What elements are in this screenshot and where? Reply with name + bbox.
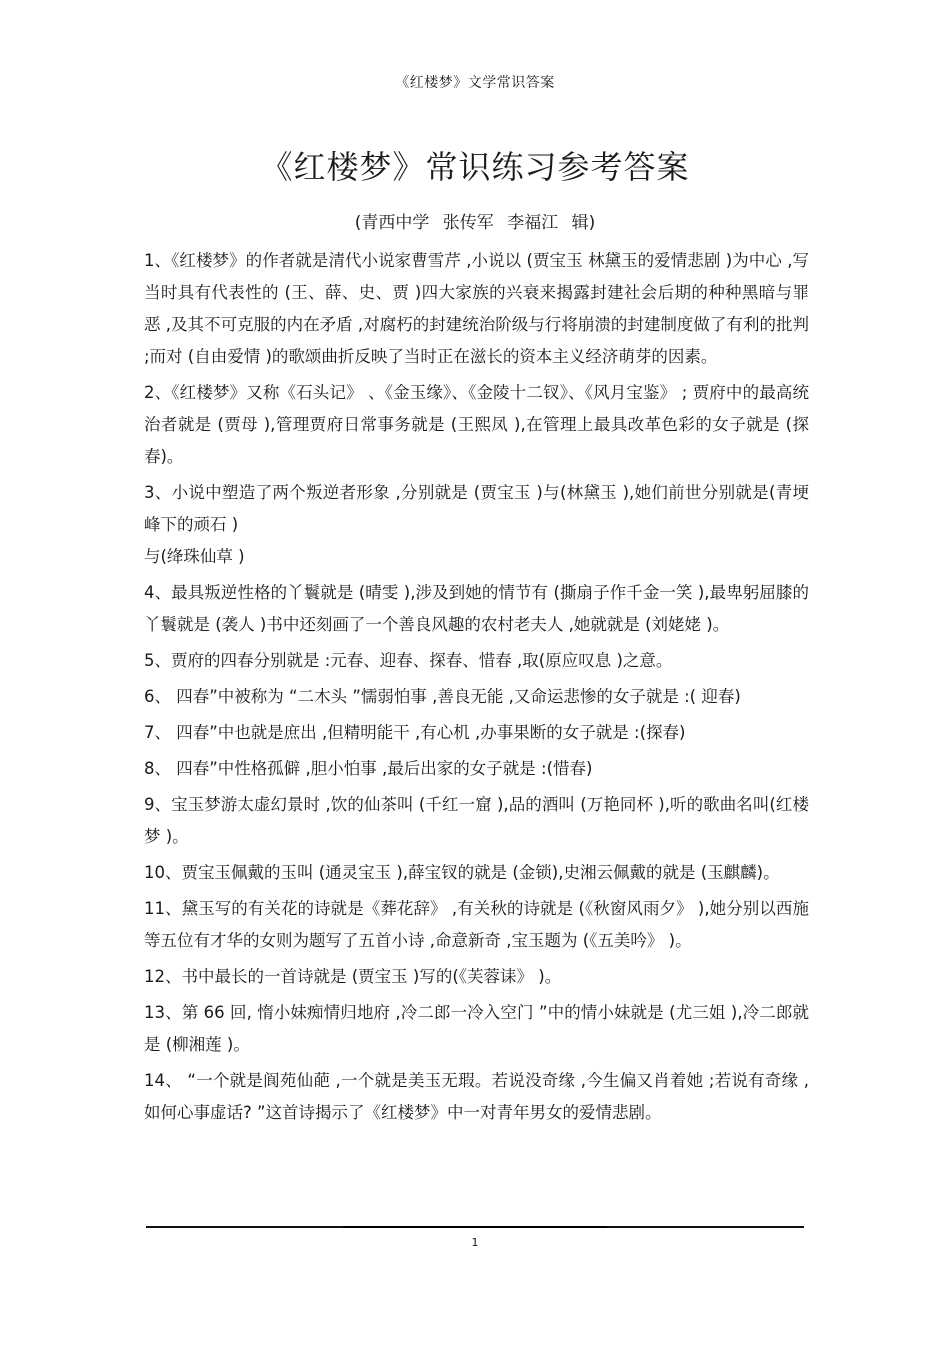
answer-paragraph-1: 1、《红楼梦》的作者就是清代小说家曹雪芹 ,小说以 (贾宝玉 林黛玉的爱情悲剧 )为中心 ,写当时具有代表性的 (王、薛、史、贾 )四大家族的兴衰来揭露封建社会后期的种种黑暗与罪恶 ,及其不可克服的内在矛盾 ,对腐朽的封建统治阶级与行将崩溃的封建制度做了有利的批判 ;而对 (自由爱情 )的歌颂曲折反映了当时正在滋长的资本主义经济萌芽的因素。 — [144, 251, 809, 366]
answer-paragraph-5: 5、贾府的四春分别就是 :元春、迎春、探春、惜春 ,取(原应叹息 )之意。 — [144, 651, 673, 670]
answer-paragraph-6: 6、 四春”中被称为 “二木头 ”懦弱怕事 ,善良无能 ,又命运悲惨的女子就是 :( 迎春) — [144, 687, 741, 706]
answer-paragraph-2: 2、《红楼梦》又称《石头记》 、《金玉缘》、《金陵十二钗》、《风月宝鉴》 ; 贾府中的最高统治者就是 (贾母 ),管理贾府日常事务就是 (王熙凤 ),在管理上最具改革色彩的女子就是 (探春)。 — [144, 383, 809, 466]
footer-divider — [146, 1226, 804, 1228]
running-header: 《红楼梦》文学常识答案 — [395, 75, 555, 91]
answer-paragraph-10: 10、贾宝玉佩戴的玉叫 (通灵宝玉 ),薛宝钗的就是 (金锁),史湘云佩戴的就是 (玉麒麟)。 — [144, 863, 780, 882]
answer-paragraph-3-continued: 与(绛珠仙草 ) — [144, 547, 245, 566]
answer-paragraph-8: 8、 四春”中性格孤僻 ,胆小怕事 ,最后出家的女子就是 :(惜春) — [144, 759, 593, 778]
answer-paragraph-11: 11、黛玉写的有关花的诗就是《葬花辞》 ,有关秋的诗就是 (《秋窗风雨夕》 ),她分别以西施等五位有才华的女则为题写了五首小诗 ,命意新奇 ,宝玉题为 (《五美吟》 )。 — [144, 899, 809, 950]
answer-paragraph-3: 3、小说中塑造了两个叛逆者形象 ,分别就是 (贾宝玉 )与(林黛玉 ),她们前世分别就是(青埂峰下的顽石 ) — [144, 483, 809, 534]
page-number: 1 — [471, 1236, 479, 1249]
answer-paragraph-4: 4、最具叛逆性格的丫鬟就是 (晴雯 ),涉及到她的情节有 (撕扇子作千金一笑 ),最卑躬屈膝的丫鬟就是 (袭人 )书中还刻画了一个善良风趣的农村老夫人 ,她就就是 (刘姥姥 )。 — [144, 583, 809, 634]
answer-paragraph-13: 13、第 66 回, 惰小妹痴情归地府 ,冷二郎一冷入空门 ”中的情小妹就是 (尤三姐 ),冷二郎就是 (柳湘莲 )。 — [144, 1003, 809, 1054]
answer-paragraph-12: 12、书中最长的一首诗就是 (贾宝玉 )写的(《芙蓉诔》 )。 — [144, 967, 562, 986]
byline: (青西中学 张传军 李福江 辑) — [354, 213, 596, 233]
document-title: 《红楼梦》常识练习参考答案 — [260, 148, 690, 186]
answer-paragraph-9: 9、宝玉梦游太虚幻景时 ,饮的仙茶叫 (千红一窟 ),品的酒叫 (万艳同杯 ),听的歌曲名叫(红楼梦 )。 — [144, 795, 809, 846]
answer-paragraph-14: 14、 “一个就是阆苑仙葩 ,一个就是美玉无瑕。若说没奇缘 ,今生偏又肖着她 ;若说有奇缘 ,如何心事虚话? ”这首诗揭示了《红楼梦》中一对青年男女的爱情悲剧。 — [144, 1071, 809, 1122]
answer-paragraph-7: 7、 四春”中也就是庶出 ,但精明能干 ,有心机 ,办事果断的女子就是 :(探春) — [144, 723, 686, 742]
document-body — [144, 245, 809, 1133]
